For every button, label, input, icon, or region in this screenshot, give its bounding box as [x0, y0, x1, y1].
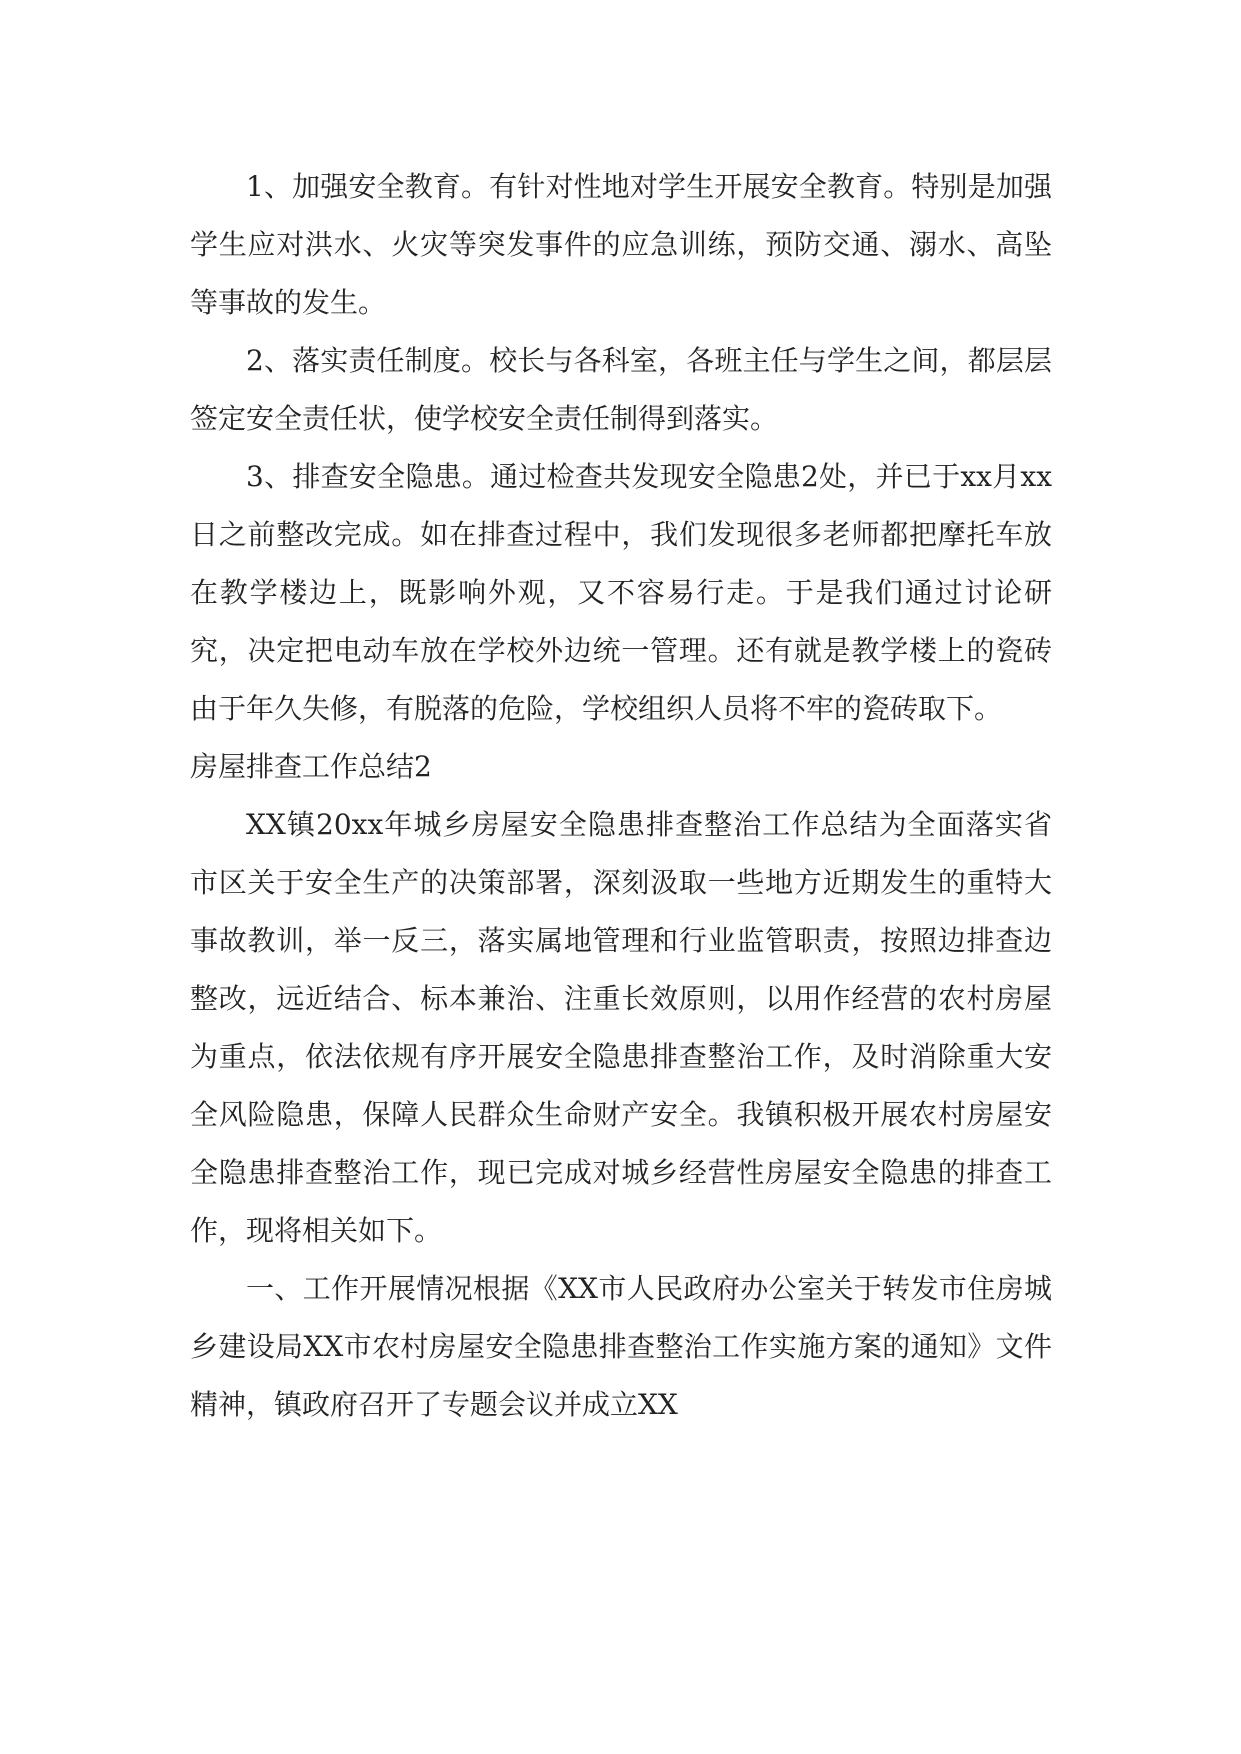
paragraph-hazard-inspection: 3、排查安全隐患。通过检查共发现安全隐患2处，并已于xx月xx日之前整改完成。如在排查过程中，我们发现很多老师都把摩托车放在教学楼边上，既影响外观，又不容易行走。于是我们通过讨论研究，决定把电动车放在学校外边统一管理。还有就是教学楼上的瓷砖由于年久失修，有脱落的危险，学校组织人员将不牢的瓷砖取下。	[190, 460, 1052, 725]
section-title: 房屋排查工作总结2	[190, 750, 432, 783]
document-body	[190, 158, 1052, 1434]
paragraph-safety-education: 1、加强安全教育。有针对性地对学生开展安全教育。特别是加强学生应对洪水、火灾等突发事件的应急训练，预防交通、溺水、高坠等事故的发生。	[190, 170, 1052, 319]
paragraph-town-summary: XX镇20xx年城乡房屋安全隐患排查整治工作总结为全面落实省市区关于安全生产的决策部署，深刻汲取一些地方近期发生的重特大事故教训，举一反三，落实属地管理和行业监管职责，按照边排查边整改，远近结合、标本兼治、注重长效原则，以用作经营的农村房屋为重点，依法依规有序开展安全隐患排查整治工作，及时消除重大安全风险隐患，保障人民群众生命财产安全。我镇积极开展农村房屋安全隐患排查整治工作，现已完成对城乡经营性房屋安全隐患的排查工作，现将相关如下。	[190, 808, 1052, 1247]
paragraph-responsibility-system: 2、落实责任制度。校长与各科室，各班主任与学生之间，都层层签定安全责任状，使学校安全责任制得到落实。	[190, 344, 1052, 435]
paragraph-work-progress: 一、工作开展情况根据《XX市人民政府办公室关于转发市住房城乡建设局XX市农村房屋安全隐患排查整治工作实施方案的通知》文件精神，镇政府召开了专题会议并成立XX	[190, 1272, 1052, 1421]
